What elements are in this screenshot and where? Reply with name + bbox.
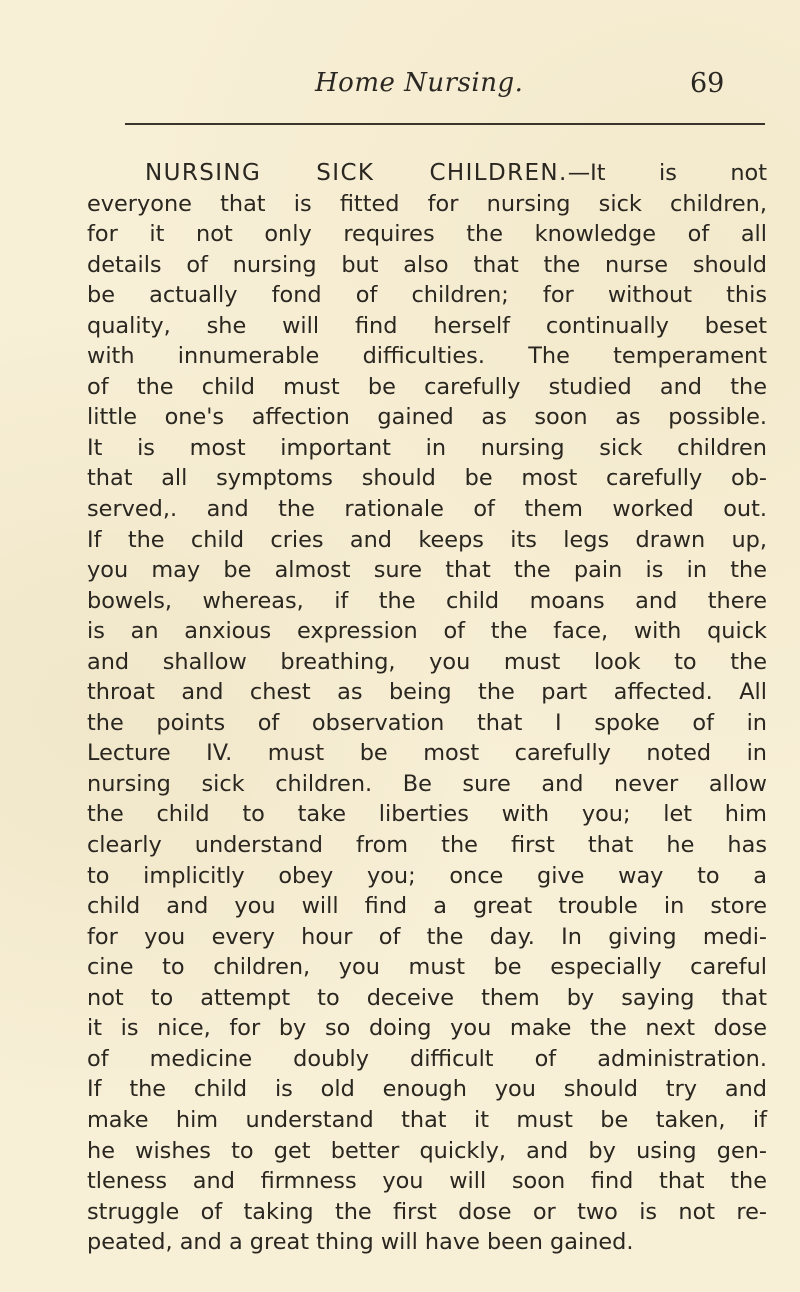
text-line: is an anxious expression of the face, with quick (87, 618, 767, 645)
text-line: for it not only requires the knowledge of all (87, 221, 767, 248)
text-line: nursing sick children. Be sure and never allow (87, 770, 767, 797)
heading-continuation: —It is not (567, 160, 767, 186)
text-line: struggle of taking the first dose or two is not re- (87, 1198, 767, 1225)
text-line: he wishes to get better quickly, and by using gen- (87, 1137, 767, 1164)
text-line: It is most important in nursing sick children (87, 434, 767, 461)
text-line: and shallow breathing, you must look to the (87, 648, 767, 675)
text-line: child and you will find a great trouble in store (87, 893, 767, 920)
text-line: If the child is old enough you should try and (87, 1076, 767, 1103)
text-line: the child to take liberties with you; let him (87, 801, 767, 828)
text-line: be actually fond of children; for without this (87, 282, 767, 309)
running-title: Home Nursing. (315, 68, 524, 98)
text-line: peated, and a great thing will have been gained. (87, 1229, 634, 1256)
text-line: quality, she will find herself continually beset (87, 312, 767, 339)
text-line: bowels, whereas, if the child moans and there (87, 587, 767, 614)
text-line: for you every hour of the day. In giving medi- (87, 923, 767, 950)
text-line: of medicine doubly difficult of administration. (87, 1045, 767, 1072)
body-paragraph (87, 158, 767, 1258)
text-line: the points of observation that I spoke of in (87, 709, 767, 736)
text-line: with innumerable difficulties. The temperament (87, 343, 767, 370)
text-line: cine to children, you must be especially careful (87, 954, 767, 981)
text-line: If the child cries and keeps its legs drawn up, (87, 526, 767, 553)
text-line: you may be almost sure that the pain is in the (87, 557, 767, 584)
text-line: it is nice, for by so doing you make the next dose (87, 1015, 767, 1042)
text-line: details of nursing but also that the nurse should (87, 251, 767, 278)
text-line: throat and chest as being the part affected. All (87, 679, 767, 706)
text-line: to implicitly obey you; once give way to a (87, 862, 767, 889)
text-line: Lecture IV. must be most carefully noted in (87, 740, 767, 767)
text-line: not to attempt to deceive them by saying that (87, 984, 767, 1011)
text-line: tleness and firmness you will soon find that the (87, 1168, 767, 1195)
text-line: that all symptoms should be most carefully ob- (87, 465, 767, 492)
section-heading: NURSING SICK CHILDREN. (145, 160, 568, 186)
text-line: little one's affection gained as soon as possible. (87, 404, 767, 431)
text-line: everyone that is fitted for nursing sick children, (87, 190, 767, 217)
text-line: clearly understand from the first that he has (87, 832, 767, 859)
text-line: make him understand that it must be taken, if (87, 1106, 767, 1133)
page-number: 69 (690, 68, 725, 99)
text-line: of the child must be carefully studied and the (87, 373, 767, 400)
text-line: served,. and the rationale of them worked out. (87, 496, 767, 523)
header-rule (125, 123, 765, 125)
text-line (87, 158, 767, 189)
page-header (0, 68, 800, 108)
